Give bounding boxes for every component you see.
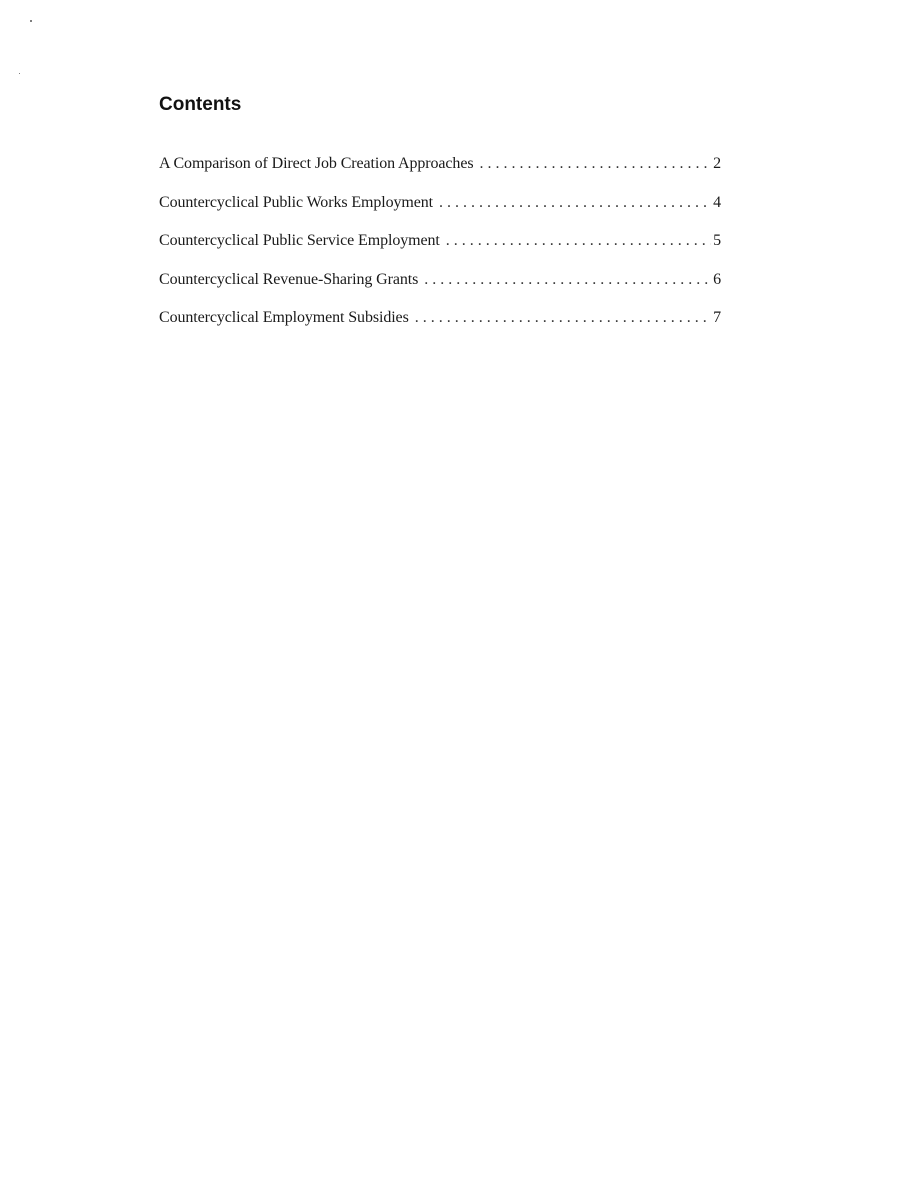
toc-entry[interactable] [159,153,721,192]
toc-entry-label[interactable]: A Comparison of Direct Job Creation Approaches [159,155,474,172]
toc-page-number[interactable]: 6 [713,270,721,288]
toc-entry[interactable] [159,230,721,269]
table-of-contents [159,153,721,346]
toc-page-number[interactable]: 7 [713,309,721,326]
toc-entry[interactable] [159,192,721,231]
toc-page-number[interactable]: 4 [713,193,721,211]
toc-dot-leader [424,269,711,291]
scan-speck [30,20,32,22]
toc-entry-label[interactable]: Countercyclical Employment Subsidies [159,309,409,326]
toc-page-number[interactable]: 5 [713,232,721,249]
toc-dot-leader [415,307,711,329]
toc-entry-label[interactable]: Countercyclical Revenue-Sharing Grants [159,270,419,288]
contents-heading: Contents [159,94,242,115]
toc-dot-leader [439,192,711,214]
toc-entry[interactable] [159,269,721,308]
toc-entry-label[interactable]: Countercyclical Public Service Employment [159,232,440,249]
toc-entry[interactable] [159,307,721,346]
toc-dot-leader [446,230,711,252]
toc-entry-label[interactable]: Countercyclical Public Works Employment [159,193,434,211]
toc-dot-leader [479,153,711,175]
scan-speck [19,73,20,74]
toc-page-number[interactable]: 2 [713,155,721,172]
